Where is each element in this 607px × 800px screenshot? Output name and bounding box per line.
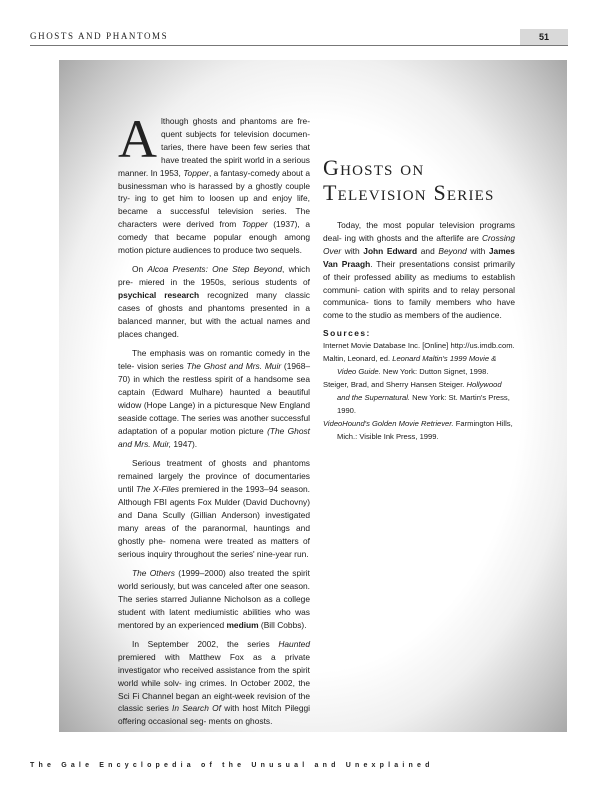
- sidebar-body: Today, the most popular television programs deal- ing with ghosts and the afterlife are Crossing Over with John Edward and Beyond with James Van Praagh. Their presentations consist primarily of their professed ability as mediums to establish communi- cation with spirits and to relay personal communica- tions to family members who have come to the studio as members of the audience.: [323, 220, 515, 321]
- source-item: Maltin, Leonard, ed. Leonard Maltin's 1999 Movie & Video Guide. New York: Dutton Signet, 1998.: [323, 354, 497, 377]
- sources-list: [323, 340, 515, 443]
- page-number: 51: [520, 29, 568, 45]
- article-paragraph-2: On Alcoa Presents: One Step Beyond, which pre- miered in the 1950s, serious students of psychical research recognized many classic cases of ghosts and phantoms presented in a balanced manner, but with the actual names and places changed.: [118, 264, 310, 339]
- article-paragraph-4: Serious treatment of ghosts and phantoms remained largely the province of documentaries until The X-Files premiered in the 1993–94 season. Although FBI agents Fox Mulder (David Duchovny) and Dana Scully (Gillian Anderson) investigated many areas of the paranormal, hauntings and ghostly phe- nomena were treated as matters of serious inquiry throughout the series' nine-year run.: [118, 458, 310, 559]
- article-paragraph-6: In September 2002, the series Haunted premiered with Matthew Fox as a private investigator who received assistance from the spirit world while solv- ing crimes. In October 2002, the Sci Fi Channel began an eight-week revision of the classic series In Search Of with host Mitch Pileggi offering occasional seg- ments on ghosts.: [118, 638, 311, 727]
- sidebar: [323, 155, 515, 444]
- article-paragraph-3: The emphasis was on romantic comedy in the tele- vision series The Ghost and Mrs. Muir (1968–70) in which the restless spirit of a handsome sea captain (Edward Mulhare) haunted a beautiful widow (Hope Lange) in a picturesque New England seaside cottage. The series was another successful adaptation of a popular motion picture (The Ghost and Mrs. Muir, 1947).: [118, 348, 311, 449]
- cross-reference-link: James Van Praagh: [323, 245, 515, 269]
- cross-reference-link: psychical research: [118, 290, 200, 301]
- source-item: Internet Movie Database Inc. [Online] http://us.imdb.com.: [323, 341, 515, 351]
- source-item: Steiger, Brad, and Sherry Hansen Steiger. Hollywood and the Supernatural. New York: St. Martin's Press, 1990.: [323, 379, 510, 415]
- cross-reference-link: medium: [226, 619, 259, 630]
- running-head: [30, 31, 568, 46]
- drop-cap: A: [118, 109, 157, 169]
- article-column: [118, 109, 311, 735]
- cross-reference-link: John Edward: [363, 245, 418, 256]
- source-item: VideoHound's Golden Movie Retriever. Farmington Hills, Mich.: Visible Ink Press, 1999.: [323, 418, 513, 441]
- running-footer: The Gale Encyclopedia of the Unusual and Unexplained: [30, 762, 434, 769]
- running-head-title: GHOSTS AND PHANTOMS: [30, 31, 169, 41]
- sources-heading: Sources:: [323, 328, 371, 339]
- article-paragraph-5: The Others (1999–2000) also treated the spirit world seriously, but was canceled after one season. The series starred Julianne Nicholson as a college student with latent mediumistic abilities who was mentored by an experienced medium (Bill Cobbs).: [118, 567, 310, 630]
- article-paragraph-1: Although ghosts and phantoms are fre- quent subjects for television documen- taries, there have been few series that have treated the spirit world in a serious manner. In 1953, Topper, a fantasy-comedy about a businessman who is harassed by a ghostly couple try- ing to get him to loosen up and enjoy life, became a successful television series. The characters were derived from Topper (1937), a comedy that became popular enough among motion picture audiences to produce two sequels.: [118, 109, 310, 256]
- sidebar-title: Ghosts on Television Series: [323, 155, 495, 205]
